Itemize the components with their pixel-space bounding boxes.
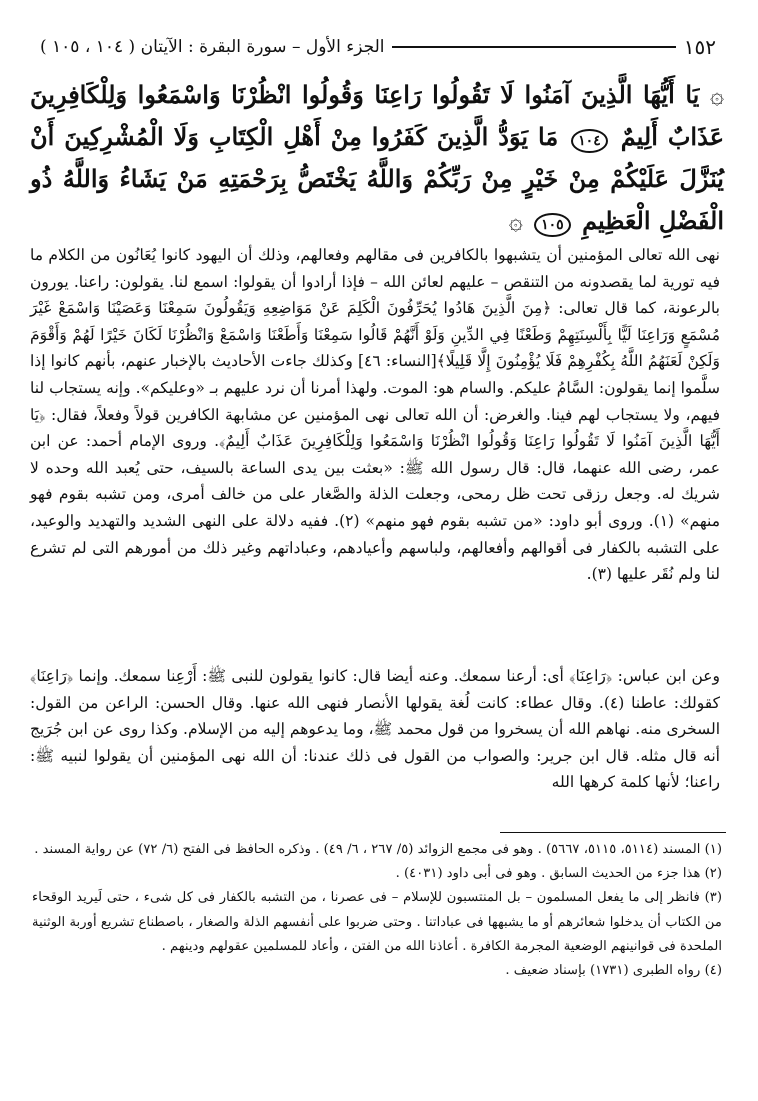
running-title: الجزء الأول – سورة البقرة : الآيتان ( ١٠٤ ، ١٠٥ ) — [40, 37, 385, 57]
footnote-divider — [500, 832, 726, 833]
footnotes — [32, 838, 722, 983]
quran-verses — [30, 74, 724, 242]
verse-105-number: ١٠٥ — [534, 213, 571, 237]
verse-ornament-open-icon: ۞ — [709, 81, 725, 109]
footnote-2: (٢) هذا جزء من الحديث السابق . وهو فى أبى داود (٤٠٣١) . — [395, 866, 722, 882]
footnote-3: (٣) فانظر إلى ما يفعل المسلمون – بل المنتسبون للإسلام – فى عصرنا ، من التشبه بالكفار فى كل شىء ، حتى لَيريد الوقحاء من الكتاب أن يدخلوا شعائرهم أو ما يشبهها فى عباداتنا . وحتى ضربوا على أنفسهم الذلة والصغار ، باصطناع تشريع أوربة الوثنية الملحدة فى قوانينهم الوضعية المجرمة الكافرة . أعاذنا الله من الفتن ، وأعاد للمسلمين عقولهم ودينهم . — [32, 890, 722, 954]
page-header — [40, 30, 716, 64]
verse-104-number: ١٠٤ — [571, 129, 608, 153]
verse-ornament-close-icon: ۞ — [508, 207, 523, 235]
commentary-paragraph-2: وعن ابن عباس: ﴿رَاعِنَا﴾ أى: أرعنا سمعك. وعنه أيضا قال: كانوا يقولون للنبى ﷺ: أَرْعِنا سمعك. وإنما ﴿رَاعِنَا﴾ كقولك: عاطنا (٤). وقال عطاء: كانت لُغة يقولها الأنصار فنهى الله عنها. وقال الحسن: الراعن من القول: السخرى منه. نهاهم الله أن يسخروا من قول محمد ﷺ، وما يدعوهم إليه من الإسلام. وكذا روى عن ابن جُرَيج أنه قال مثله. قال ابن جرير: والصواب من القول فى ذلك عندنا: أن الله نهى المؤمنين أن يقولوا لنبيه ﷺ: راعنا؛ لأنها كلمة كرهها الله — [30, 667, 721, 792]
footnote-1: (١) المسند (٥١١٤، ٥١١٥، ٥٦٦٧) . وهو فى مجمع الزوائد (٥/ ٢٦٧ ، ٦/ ٤٩) . وذكره الحافظ فى الفتح (٦/ ٧٢) عن رواية المسند . — [34, 842, 722, 857]
commentary-paragraph-1: نهى الله تعالى المؤمنين أن يتشبهوا بالكافرين فى مقالهم وفعالهم، وذلك أن اليهود كانوا يُعَانُون من الكلام ما فيه تورية لما يقصدونه من التنقص – عليهم لعائن الله – فإذا أرادوا أن يقولوا: اسمع لنا. يقولون: راعنا. يورون بالرعونة، كما قال تعالى: ﴿مِنَ الَّذِينَ هَادُوا يُحَرِّفُونَ الْكَلِمَ عَنْ مَوَاضِعِهِ وَيَقُولُونَ سَمِعْنَا وَعَصَيْنَا وَاسْمَعْ غَيْرَ مُسْمَعٍ وَرَاعِنَا لَيًّا بِأَلْسِنَتِهِمْ وَطَعْنًا فِي الدِّينِ وَلَوْ أَنَّهُمْ قَالُوا سَمِعْنَا وَأَطَعْنَا وَاسْمَعْ وَانْظُرْنَا لَكَانَ خَيْرًا لَهُمْ وَأَقْوَمَ وَلَكِنْ لَعَنَهُمُ اللَّهُ بِكُفْرِهِمْ فَلَا يُؤْمِنُونَ إِلَّا قَلِيلًا﴾[النساء: ٤٦] وكذلك جاءت الأحاديث بالإخبار عنهم، بأنهم كانوا إذا سلَّموا إنما يقولون: السَّامُ عليكم. والسام هو: الموت. ولهذا أمرنا أن نرد عليهم بـ «وعليكم». وإنه يستجاب لنا فيهم، ولا يستجاب لهم فينا. والغرض: أن الله تعالى نهى المؤمنين عن مشابهة الكافرين قولاً وفعلاً، فقال: ﴿يَا أَيُّهَا الَّذِينَ آمَنُوا لَا تَقُولُوا رَاعِنَا وَقُولُوا انْظُرْنَا وَاسْمَعُوا وَلِلْكَافِرِينَ عَذَابٌ أَلِيمٌ﴾. وروى الإمام أحمد: عن ابن عمر، رضى الله عنهما، قال: قال رسول الله ﷺ: «بعثت بين يدى الساعة بالسيف، حتى يُعبد الله وحده لا شريك له. وجعل رزقى تحت ظل رمحى، وجعلت الذلة والصَّغار على من خالف أمرى، ومن تشبه بقوم فهو منهم» (١). وروى أبو داود: «من تشبه بقوم فهو منهم» (٢). ففيه دلالة على النهى الشديد والتهديد والوعيد، على التشبه بالكفار فى أقوالهم وأفعالهم، ولباسهم وأعيادهم، وعباداتهم وغير ذلك من أمورهم التى لم تشرع لنا ولم نُقَر عليها (٣). — [30, 246, 721, 584]
verse-105-text: مَا يَوَدُّ الَّذِينَ كَفَرُوا مِنْ أَهْلِ الْكِتَابِ وَلَا الْمُشْرِكِينَ أَنْ يُنَزَّلَ عَلَيْكُمْ مِنْ خَيْرٍ مِنْ رَبِّكُمْ وَاللَّهُ يَخْتَصُّ بِرَحْمَتِهِ مَنْ يَشَاءُ وَاللَّهُ ذُو الْفَضْلِ الْعَظِيمِ — [30, 122, 724, 235]
header-rule — [392, 46, 675, 48]
footnote-4: (٤) رواه الطبرى (١٧٣١) بإسناد ضعيف . — [505, 963, 722, 979]
page-number: ١٥٢ — [683, 35, 716, 59]
verse-104-text: يَا أَيُّهَا الَّذِينَ آمَنُوا لَا تَقُولُوا رَاعِنَا وَقُولُوا انْظُرْنَا وَاسْمَعُوا وَلِلْكَافِرِينَ عَذَابٌ أَلِيمٌ — [30, 80, 725, 151]
